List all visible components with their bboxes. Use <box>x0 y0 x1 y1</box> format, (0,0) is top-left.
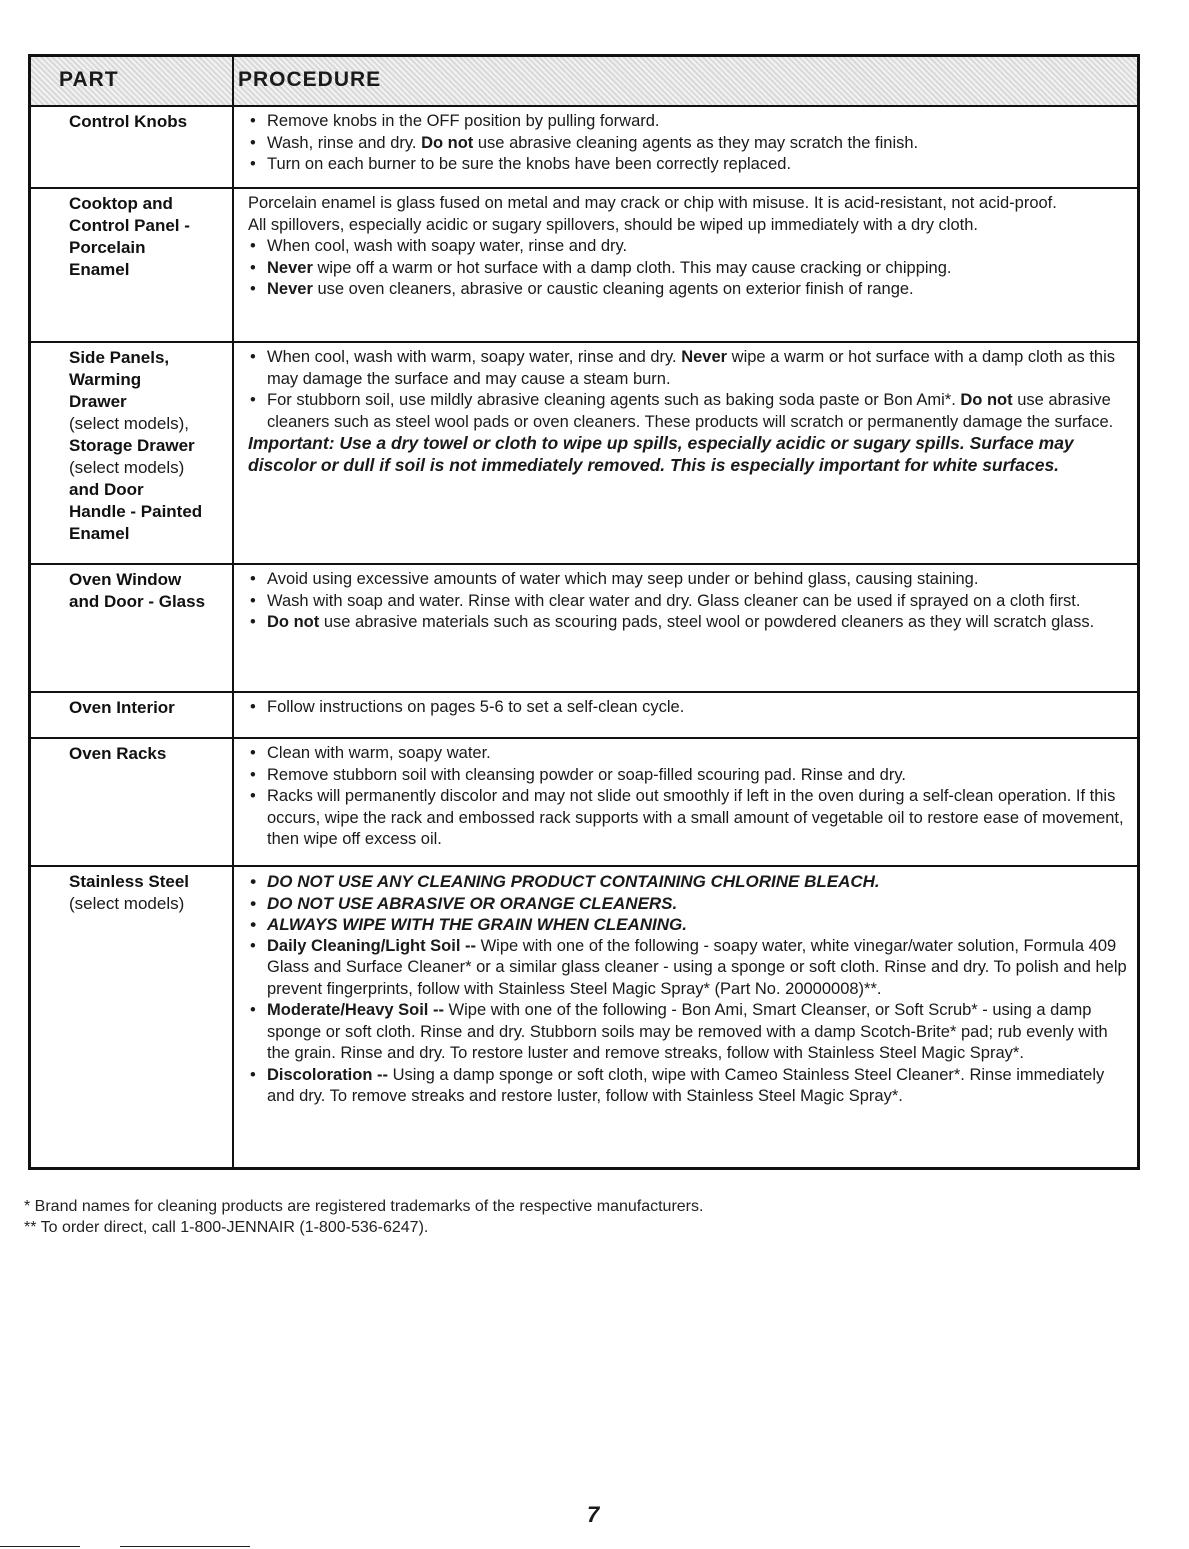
part-name: Oven Window <box>69 570 182 589</box>
table-row <box>31 563 1137 691</box>
warning-item: • ALWAYS WIPE WITH THE GRAIN WHEN CLEANING. <box>248 914 1131 936</box>
part-name: Cooktop and <box>69 194 173 213</box>
procedure-cell <box>234 343 1137 563</box>
part-name: Handle - Painted <box>69 502 203 521</box>
divider <box>0 1546 80 1547</box>
procedure-list <box>248 236 1131 301</box>
table-header <box>31 57 1137 105</box>
footnotes <box>24 1196 703 1238</box>
part-name: Control Knobs <box>69 112 188 131</box>
procedure-cell <box>234 107 1137 187</box>
list-item: • Avoid using excessive amounts of water which may seep under or behind glass, causing staining. <box>248 569 1131 591</box>
part-note: (select models) <box>69 894 185 913</box>
part-name: and Door <box>69 480 144 499</box>
part-cell <box>31 107 234 187</box>
procedure-list <box>248 347 1131 433</box>
part-note: (select models), <box>69 414 189 433</box>
part-name: Side Panels, <box>69 348 170 367</box>
procedure-cell <box>234 565 1137 691</box>
part-name: Control Panel - <box>69 216 190 235</box>
part-name: Enamel <box>69 260 130 279</box>
part-note: (select models) <box>69 458 185 477</box>
list-item: • Clean with warm, soapy water. <box>248 743 1131 765</box>
part-name: Storage Drawer <box>69 436 195 455</box>
procedure-cell <box>234 189 1137 341</box>
list-item: • Racks will permanently discolor and may not slide out smoothly if left in the oven during a self-clean operation. If this occurs, wipe the rack and embossed rack supports with a small amount of vegetable oil to restore ease of movement, then wipe off excess oil. <box>248 786 1131 851</box>
paragraph: Porcelain enamel is glass fused on metal and may crack or chip with misuse. It is acid-resistant, not acid-proof. <box>248 194 1057 212</box>
list-item: • Remove knobs in the OFF position by pulling forward. <box>248 111 1131 133</box>
procedure-list <box>248 743 1131 851</box>
part-name: Drawer <box>69 392 127 411</box>
list-item: • Wash, rinse and dry. Do not use abrasive cleaning agents as they may scratch the finish. <box>248 133 1131 155</box>
table-row <box>31 105 1137 187</box>
procedure-cell <box>234 739 1137 865</box>
part-name: and Door - Glass <box>69 592 206 611</box>
important-note: Important: Use a dry towel or cloth to wipe up spills, especially acidic or sugary spills. Surface may discolor or dull if soil is not immediately removed. This is especially important for white surfaces. <box>248 433 1074 475</box>
part-name: Oven Racks <box>69 744 167 763</box>
procedure-list <box>248 111 1131 176</box>
part-cell <box>31 739 234 865</box>
table-row <box>31 865 1137 1167</box>
list-item: • Discoloration -- Using a damp sponge or soft cloth, wipe with Cameo Stainless Steel Cleaner*. Rinse immediately and dry. To remove streaks and restore luster, follow with Stainless Steel Magic Spray*. <box>248 1065 1131 1108</box>
part-cell <box>31 693 234 737</box>
list-item: • When cool, wash with warm, soapy water, rinse and dry. Never wipe a warm or hot surface with a damp cloth as this may damage the surface and may cause a steam burn. <box>248 347 1131 390</box>
divider <box>120 1546 250 1547</box>
list-item: • Never wipe off a warm or hot surface with a damp cloth. This may cause cracking or chipping. <box>248 258 1131 280</box>
list-item: • Daily Cleaning/Light Soil -- Wipe with one of the following - soapy water, white vinegar/water solution, Formula 409 Glass and Surface Cleaner* or a similar glass cleaner - using a sponge or soft cloth. Rinse and dry. To polish and help prevent fingerprints, follow with Stainless Steel Magic Spray* (Part No. 20000008)**. <box>248 936 1131 1001</box>
part-name: Enamel <box>69 524 130 543</box>
table-row <box>31 691 1137 737</box>
list-item: • Remove stubborn soil with cleansing powder or soap-filled scouring pad. Rinse and dry. <box>248 765 1131 787</box>
list-item: • Moderate/Heavy Soil -- Wipe with one of the following - Bon Ami, Smart Cleanser, or Soft Scrub* - using a damp sponge or soft cloth. Rinse and dry. Stubborn soils may be removed with a damp Scotch-Brite* pad; rub evenly with the grain. Rinse and dry. To restore luster and remove streaks, follow with Stainless Steel Magic Spray*. <box>248 1000 1131 1065</box>
procedure-cell <box>234 867 1137 1167</box>
header-part: PART <box>31 57 234 105</box>
list-item: • Turn on each burner to be sure the knobs have been correctly replaced. <box>248 154 1131 176</box>
footnote: * Brand names for cleaning products are registered trademarks of the respective manufacturers. <box>24 1198 704 1215</box>
warning-item: • DO NOT USE ABRASIVE OR ORANGE CLEANERS. <box>248 893 1131 915</box>
list-item: • For stubborn soil, use mildly abrasive cleaning agents such as baking soda paste or Bon Ami*. Do not use abrasive cleaners such as steel wool pads or oven cleaners. These products will scratch or permanently damage the surface. <box>248 390 1131 433</box>
footnote: ** To order direct, call 1-800-JENNAIR (1-800-536-6247). <box>24 1219 429 1236</box>
list-item: • Never use oven cleaners, abrasive or caustic cleaning agents on exterior finish of range. <box>248 279 1131 301</box>
paragraph: All spillovers, especially acidic or sugary spillovers, should be wiped up immediately with a dry cloth. <box>248 215 978 234</box>
warning-item: • DO NOT USE ANY CLEANING PRODUCT CONTAINING CHLORINE BLEACH. <box>248 871 1131 893</box>
page-number: 7 <box>587 1502 600 1527</box>
part-cell <box>31 343 234 563</box>
part-cell <box>31 867 234 1167</box>
part-name: Warming <box>69 370 142 389</box>
list-item: • Do not use abrasive materials such as scouring pads, steel wool or powdered cleaners as they will scratch glass. <box>248 612 1131 634</box>
procedure-list <box>248 871 1131 1108</box>
list-item: • Wash with soap and water. Rinse with clear water and dry. Glass cleaner can be used if sprayed on a cloth first. <box>248 591 1131 613</box>
procedure-list <box>248 697 1131 719</box>
part-name: Stainless Steel <box>69 872 190 891</box>
part-cell <box>31 565 234 691</box>
table-row <box>31 341 1137 563</box>
procedure-list <box>248 569 1131 634</box>
table-row <box>31 187 1137 341</box>
part-cell <box>31 189 234 341</box>
procedure-cell <box>234 693 1137 737</box>
header-procedure: PROCEDURE <box>238 68 382 92</box>
table-row <box>31 737 1137 865</box>
cleaning-table <box>28 54 1140 1170</box>
list-item: • When cool, wash with soapy water, rinse and dry. <box>248 236 1131 258</box>
part-name: Oven Interior <box>69 698 175 717</box>
part-name: Porcelain <box>69 238 146 257</box>
list-item: • Follow instructions on pages 5-6 to set a self-clean cycle. <box>248 697 1131 719</box>
